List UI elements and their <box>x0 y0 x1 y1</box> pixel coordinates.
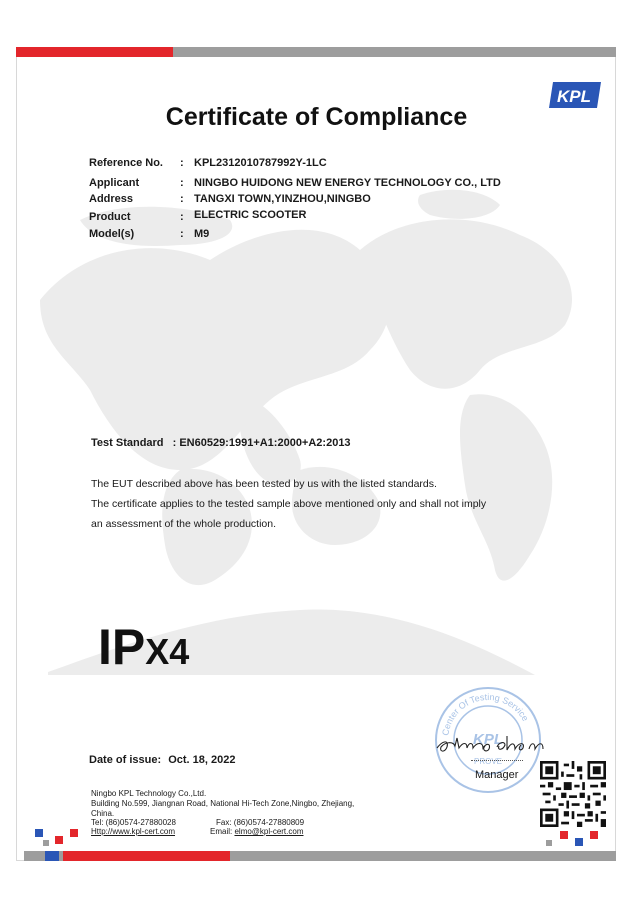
top-accent-red <box>16 47 173 57</box>
model-colon: : <box>180 228 184 240</box>
reference-label: Reference No. <box>89 157 163 169</box>
decor-square <box>70 829 78 837</box>
reference-colon: : <box>180 157 184 169</box>
decor-square <box>546 840 552 846</box>
top-accent-grey <box>173 47 616 57</box>
applicant-label: Applicant <box>89 177 140 189</box>
footer-company: Ningbo KPL Technology Co.,Ltd. <box>91 789 207 798</box>
statement-3: an assessment of the whole production. <box>91 518 277 530</box>
statement-1: The EUT described above has been tested by us with the listed standards. <box>91 478 437 490</box>
decor-square <box>55 836 63 844</box>
ip-rating-sub: X4 <box>145 631 190 672</box>
address-label: Address <box>89 193 134 205</box>
footer-tel: Tel: (86)0574-27880028 <box>91 818 176 827</box>
decor-square <box>43 840 49 846</box>
qr-code[interactable] <box>540 761 606 827</box>
footer-address-1: Building No.599, Jiangnan Road, National Hi-Tech Zone,Ningbo, Zhejiang, <box>91 799 355 808</box>
test-standard-label: Test Standard <box>91 437 164 449</box>
test-standard <box>91 437 351 449</box>
decor-square <box>575 838 583 846</box>
model-label: Model(s) <box>89 228 135 240</box>
applicant-colon: : <box>180 177 184 189</box>
ip-rating <box>98 619 190 675</box>
bottom-accent-red <box>63 851 230 861</box>
decor-square <box>590 831 598 839</box>
footer-email-label: Email: <box>210 827 233 836</box>
signature-line <box>471 760 523 761</box>
decor-square <box>560 831 568 839</box>
bottom-accent-blue <box>45 851 59 861</box>
ip-rating-main: IP <box>98 619 146 675</box>
seal-bottom-text: PROVE <box>473 757 503 766</box>
manager-signature <box>433 730 548 758</box>
decor-square <box>35 829 43 837</box>
logo-text: KPL <box>557 87 591 106</box>
footer-website-link[interactable]: Http://www.kpl-cert.com <box>91 827 176 836</box>
product-value: ELECTRIC SCOOTER <box>194 209 307 221</box>
footer-fax: Fax: (86)0574-27880809 <box>216 818 305 827</box>
model-value: M9 <box>194 228 210 240</box>
applicant-value: NINGBO HUIDONG NEW ENERGY TECHNOLOGY CO., LTD <box>194 177 501 189</box>
page-title: Certificate of Compliance <box>165 103 468 131</box>
product-label: Product <box>89 211 131 223</box>
issue-date <box>89 754 235 766</box>
test-standard-value: : EN60529:1991+A1:2000+A2:2013 <box>172 437 351 449</box>
footer-address-2: China. <box>91 809 115 818</box>
address-value: TANGXI TOWN,YINZHOU,NINGBO <box>194 193 371 205</box>
seal-center-text: KPL <box>473 731 503 748</box>
address-colon: : <box>180 193 184 205</box>
issue-date-value: Oct. 18, 2022 <box>168 754 236 766</box>
footer-email-link[interactable]: elmo@kpl-cert.com <box>234 827 304 836</box>
footer-email <box>210 827 304 836</box>
manager-label: Manager <box>475 769 519 781</box>
seal-ring-text: Center Of Testing Service <box>440 691 531 737</box>
issue-date-label: Date of issue: <box>89 754 162 766</box>
reference-value: KPL2312010787992Y-1LC <box>194 157 327 169</box>
statement-2: The certificate applies to the tested sample above mentioned only and shall not imply <box>91 498 487 510</box>
product-colon: : <box>180 211 184 223</box>
